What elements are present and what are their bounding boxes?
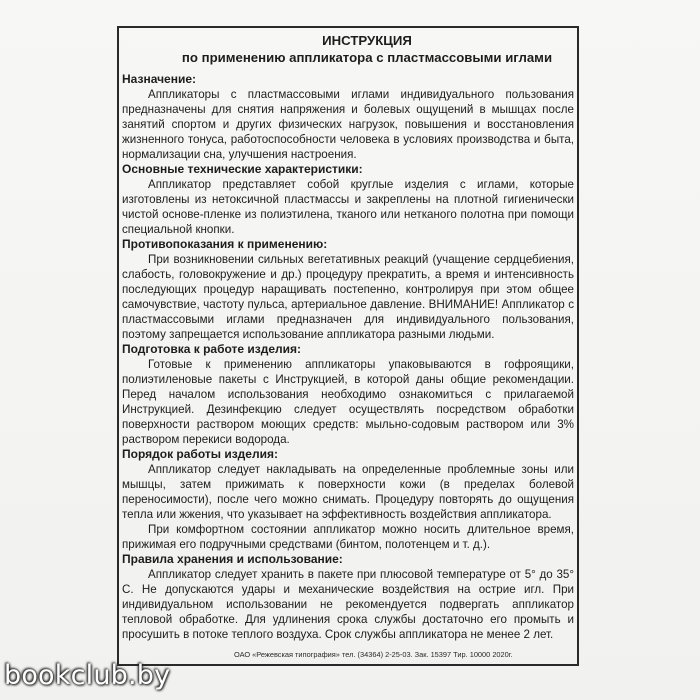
- section-preparation: [122, 342, 574, 447]
- printer-imprint: ОАО «Режевская типография» тел. (34364) 2-25-03. Зак. 15397 Тир. 10000 2020г.: [234, 650, 513, 659]
- section-heading: Порядок работы изделия:: [122, 447, 278, 461]
- section-storage: [122, 552, 574, 642]
- section-paragraph: Аппликатор представляет собой круглые изделия с иглами, которые изготовлены из нетоксичной пластмассы и закреплены на плотной гигиенически чистой основе-пленке из полиэтилена, тканого или нетканого полотна при помощи специальной кнопки.: [122, 178, 574, 236]
- section-heading: Противопоказания к применению:: [122, 237, 328, 251]
- section-contraindications: [122, 237, 574, 342]
- section-purpose: [122, 72, 574, 162]
- section-heading: Основные технические характеристики:: [122, 162, 363, 176]
- section-usage: [122, 447, 574, 552]
- section-heading: Подготовка к работе изделия:: [122, 342, 302, 356]
- section-heading: Назначение:: [122, 72, 197, 86]
- document-title: ИНСТРУКЦИЯ: [322, 33, 412, 48]
- section-paragraph: Аппликатор следует хранить в пакете при плюсовой температуре от 5° до 35° С. Не допускаются удары и механические воздействия на острие игл. При индивидуальном использовании не рекомендуется подвергать аппликатор тепловой обработке. Для удлинения срока службы достаточно его промыть и просушить в потоке теплого воздуха. Срок службы аппликатора не менее 2 лет.: [122, 568, 574, 641]
- section-paragraph: При возникновении сильных вегетативных реакций (учащение сердцебиения, слабость, головокружение и др.) процедуру прекратить, а время и интенсивность последующих процедур наращивать постепенно, контролируя при этом общее самочувствие, частоту пульса, артериальное давление. ВНИМАНИЕ! Аппликатор с пластмассовыми иглами предназначен для индивидуального пользования, поэтому запрещается использование аппликатора разными людьми.: [122, 253, 574, 341]
- section-paragraph: При комфортном состоянии аппликатор можно носить длительное время, прижимая его подручными средствами (бинтом, полотенцем и т. д.).: [122, 523, 574, 551]
- section-specs: [122, 162, 574, 237]
- instruction-sheet: [122, 32, 574, 642]
- section-paragraph: Аппликатор следует накладывать на определенные проблемные зоны или мышцы, затем прижимать к поверхности кожи (в пределах болевой переносимости), после чего можно снимать. Процедуру повторять до ощущения тепла или жжения, что указывает на эффективность воздействия аппликатора.: [122, 463, 574, 521]
- section-paragraph: Аппликаторы с пластмассовыми иглами индивидуального пользования предназначены для снятия напряжения и болевых ощущений в мышцах после занятий спортом и других физических нагрузок, повышения и восстановления жизненного тонуса, работоспособности человека в условиях производства и быта, нормализации сна, улучшения настроения.: [122, 88, 574, 161]
- document-subtitle: по применению аппликатора с пластмассовыми иглами: [181, 50, 553, 65]
- section-paragraph: Готовые к применению аппликаторы упаковываются в гофроящики, полиэтиленовые пакеты с Инструкцией, в которой даны общие рекомендации. Перед началом использования необходимо ознакомиться с прилагаемой Инструкцией. Дезинфекцию следует осуществлять посредством обработки поверхности раствором моющих средств: мыльно-содовым раствором или 3% раствором перекиси водорода.: [122, 358, 574, 446]
- section-heading: Правила хранения и использование:: [122, 552, 343, 566]
- site-watermark: bookclub.by: [4, 660, 171, 691]
